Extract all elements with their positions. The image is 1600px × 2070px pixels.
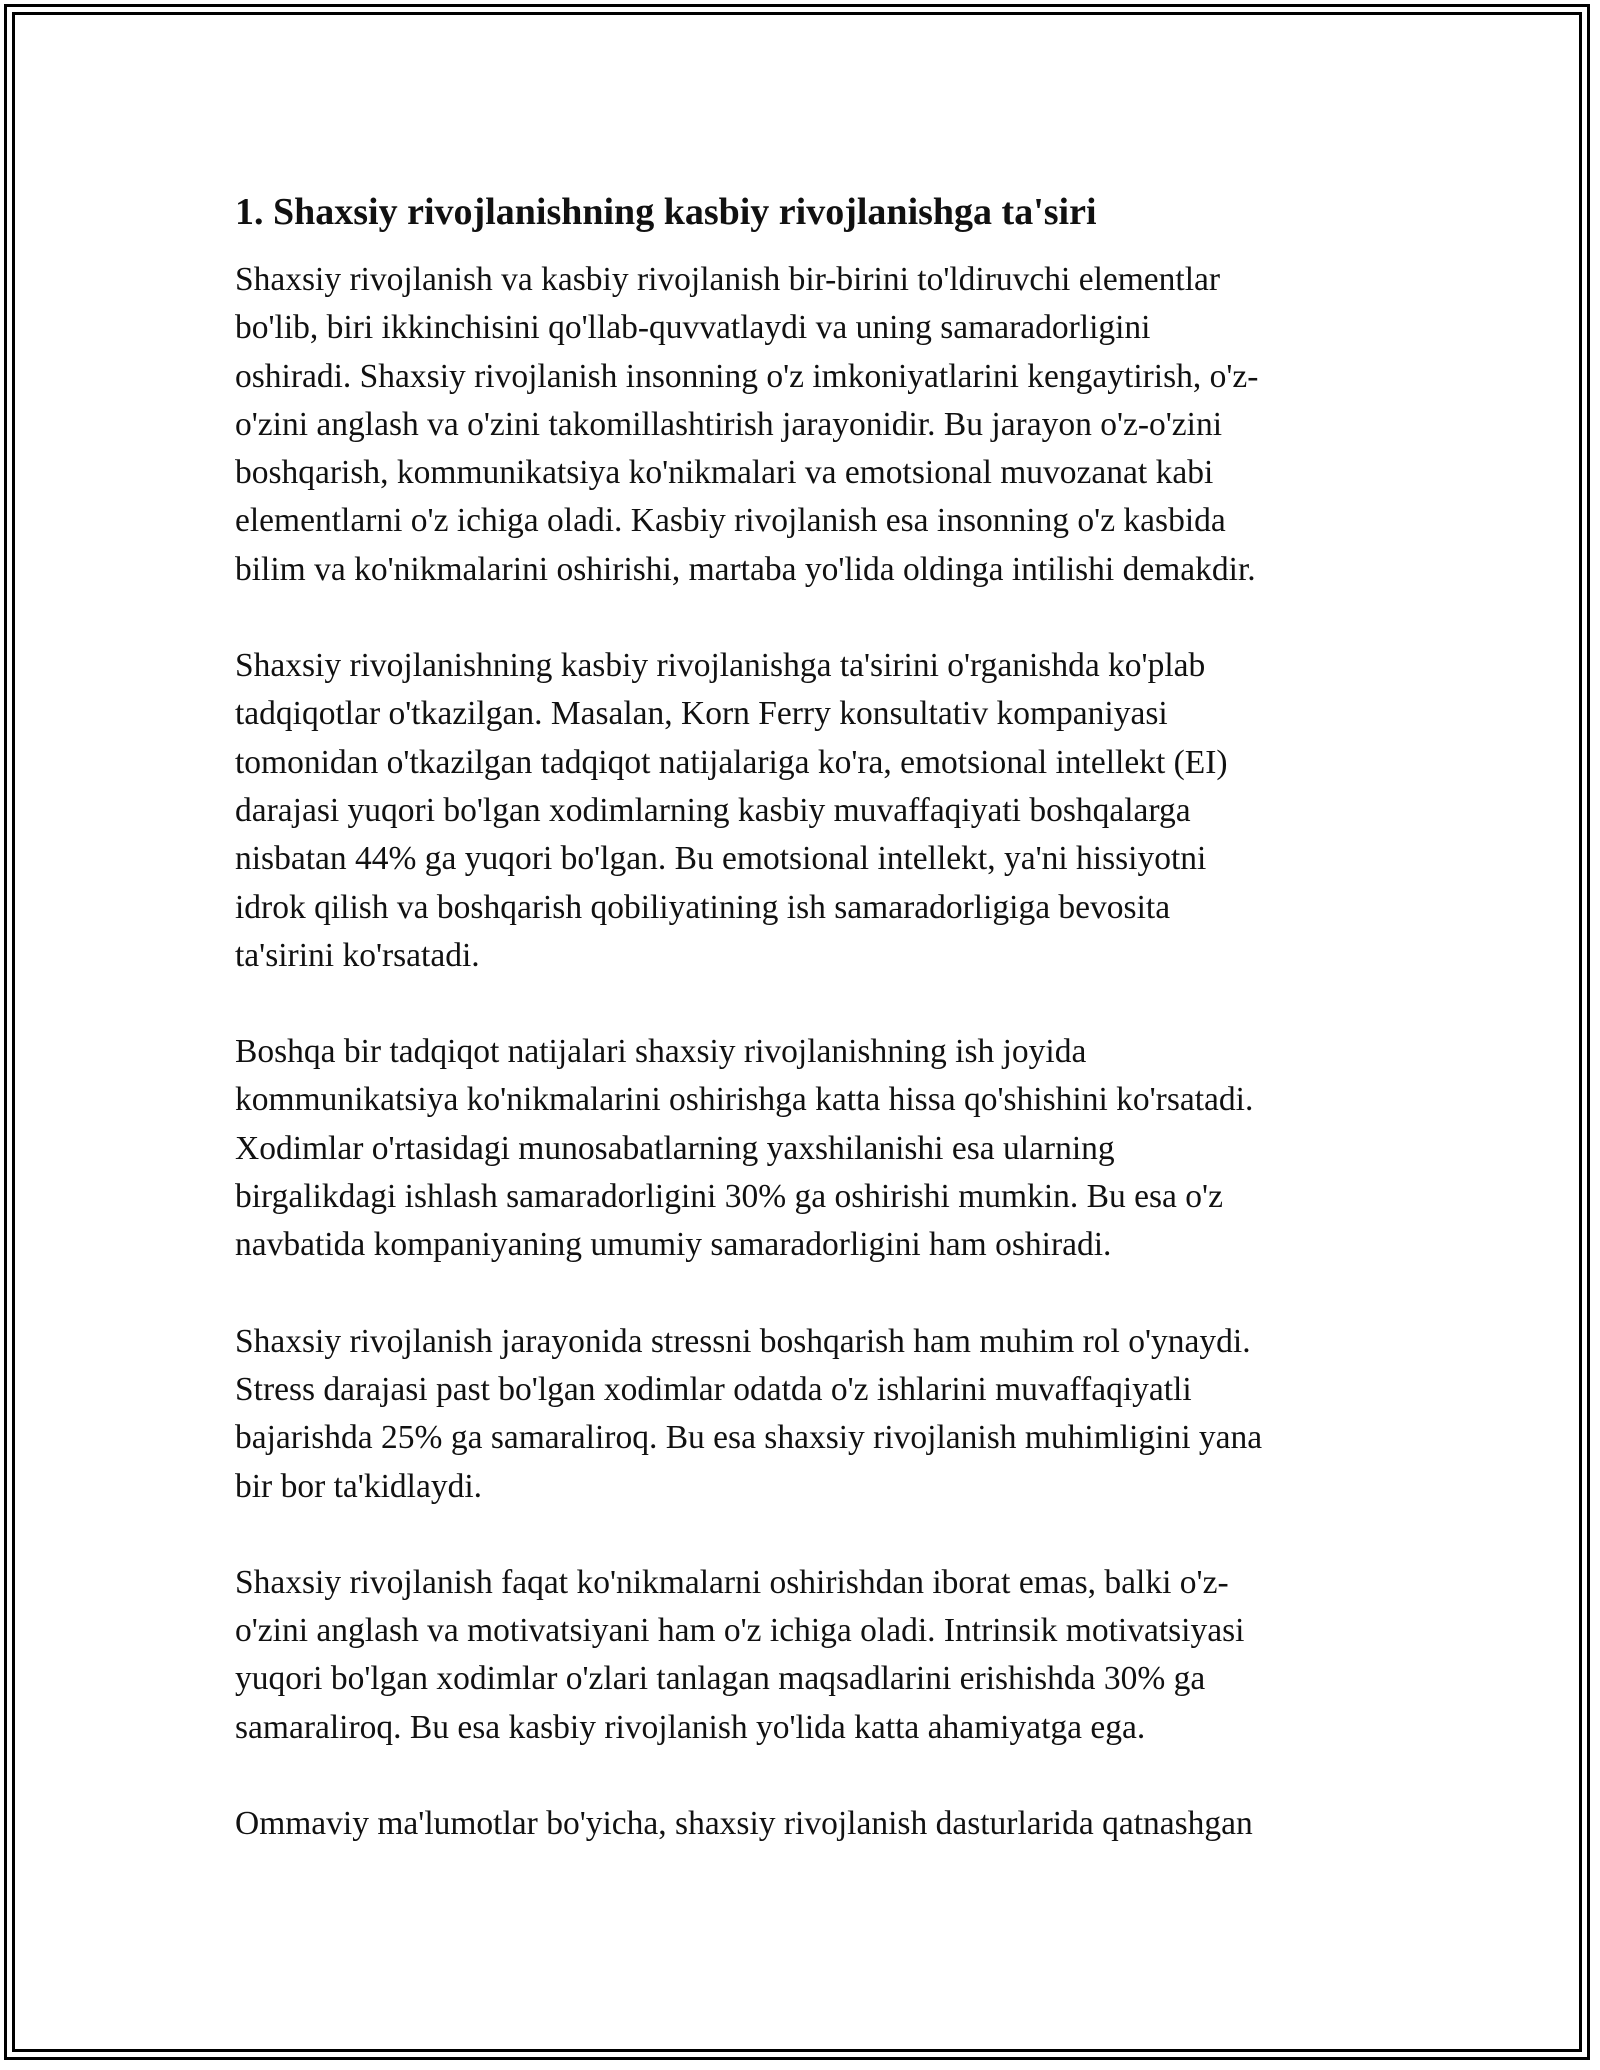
body-paragraph xyxy=(235,1318,1385,1511)
paragraph-line: Xodimlar o'rtasidagi munosabatlarning yaxshilanishi esa ularning xyxy=(235,1129,1115,1167)
paragraph-line: tomonidan o'tkazilgan tadqiqot natijalariga ko'ra, emotsional intellekt (EI) xyxy=(235,743,1228,781)
paragraph-line: navbatida kompaniyaning umumiy samaradorligini ham oshiradi. xyxy=(235,1226,1112,1264)
paragraph-line: Boshqa bir tadqiqot natijalari shaxsiy rivojlanishning ish joyida xyxy=(235,1033,1087,1071)
paragraph-line: Shaxsiy rivojlanish faqat ko'nikmalarni oshirishdan iborat emas, balki o'z- xyxy=(235,1563,1229,1601)
paragraph-line: Shaxsiy rivojlanishning kasbiy rivojlanishga ta'sirini o'rganishda ko'plab xyxy=(235,647,1206,685)
paragraph-line: elementlarni o'z ichiga oladi. Kasbiy rivojlanish esa insonning o'z kasbida xyxy=(235,502,1226,540)
paragraph-line: o'zini anglash va motivatsiyani ham o'z ichiga oladi. Intrinsik motivatsiyasi xyxy=(235,1612,1245,1650)
body-paragraph xyxy=(235,1800,1385,1848)
paragraph-line: bo'lib, biri ikkinchisini qo'llab-quvvatlaydi va uning samaradorligini xyxy=(235,309,1151,347)
body-paragraph xyxy=(235,256,1385,594)
paragraph-line: tadqiqotlar o'tkazilgan. Masalan, Korn Ferry konsultativ kompaniyasi xyxy=(235,695,1168,733)
body-paragraph xyxy=(235,642,1385,980)
paragraph-line: Ommaviy ma'lumotlar bo'yicha, shaxsiy rivojlanish dasturlarida qatnashgan xyxy=(235,1805,1253,1843)
paragraph-line: boshqarish, kommunikatsiya ko'nikmalari va emotsional muvozanat kabi xyxy=(235,454,1214,492)
paragraph-line: kommunikatsiya ko'nikmalarini oshirishga katta hissa qo'shishini ko'rsatadi. xyxy=(235,1081,1254,1119)
paragraph-line: oshiradi. Shaxsiy rivojlanish insonning o'z imkoniyatlarini kengaytirish, o'z- xyxy=(235,357,1259,395)
body-paragraph xyxy=(235,1559,1385,1752)
section-heading: 1. Shaxsiy rivojlanishning kasbiy rivojlanishga ta'siri xyxy=(235,191,1097,233)
paragraph-line: bilim va ko'nikmalarini oshirishi, martaba yo'lida oldinga intilishi demakdir. xyxy=(235,550,1256,588)
paragraph-line: idrok qilish va boshqarish qobiliyatining ish samaradorligiga bevosita xyxy=(235,888,1171,926)
paragraph-line: birgalikdagi ishlash samaradorligini 30% ga oshirishi mumkin. Bu esa o'z xyxy=(235,1178,1223,1216)
paragraph-line: samaraliroq. Bu esa kasbiy rivojlanish yo'lida katta ahamiyatga ega. xyxy=(235,1708,1146,1746)
paragraph-line: bajarishda 25% ga samaraliroq. Bu esa shaxsiy rivojlanish muhimligini yana xyxy=(235,1419,1263,1457)
paragraph-line: o'zini anglash va o'zini takomillashtirish jarayonidir. Bu jarayon o'z-o'zini xyxy=(235,405,1223,443)
paragraph-line: ta'sirini ko'rsatadi. xyxy=(235,936,480,974)
paragraph-container xyxy=(235,256,1385,1848)
paragraph-line: darajasi yuqori bo'lgan xodimlarning kasbiy muvaffaqiyati boshqalarga xyxy=(235,791,1191,829)
paragraph-line: Shaxsiy rivojlanish va kasbiy rivojlanish bir-birini to'ldiruvchi elementlar xyxy=(235,261,1221,298)
paragraph-line: bir bor ta'kidlaydi. xyxy=(235,1467,482,1505)
paragraph-line: yuqori bo'lgan xodimlar o'zlari tanlagan maqsadlarini erishishda 30% ga xyxy=(235,1660,1206,1698)
document-body xyxy=(235,186,1385,1896)
paragraph-line: Stress darajasi past bo'lgan xodimlar odatda o'z ishlarini muvaffaqiyatli xyxy=(235,1370,1192,1408)
paragraph-line: nisbatan 44% ga yuqori bo'lgan. Bu emotsional intellekt, ya'ni hissiyotni xyxy=(235,840,1207,878)
paragraph-line: Shaxsiy rivojlanish jarayonida stressni boshqarish ham muhim rol o'ynaydi. xyxy=(235,1322,1251,1360)
body-paragraph xyxy=(235,1028,1385,1269)
